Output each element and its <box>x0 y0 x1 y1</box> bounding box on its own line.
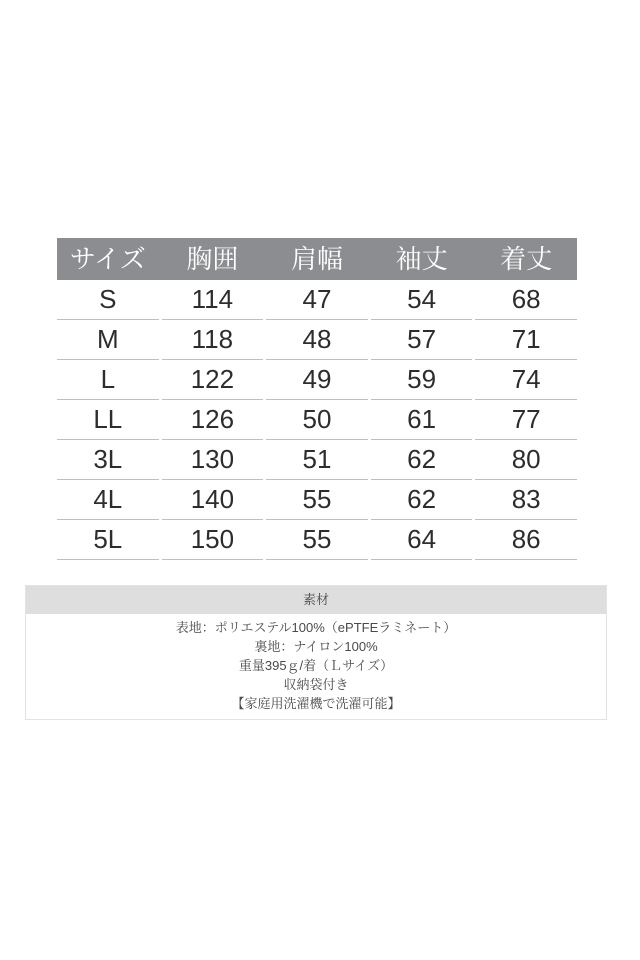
table-cell: 118 <box>162 320 264 360</box>
table-cell: 86 <box>475 520 577 560</box>
table-cell: 114 <box>162 280 264 320</box>
table-cell: 140 <box>162 480 264 520</box>
table-row <box>57 320 577 360</box>
table-cell: 4L <box>57 480 159 520</box>
table-cell: 122 <box>162 360 264 400</box>
table-cell: 3L <box>57 440 159 480</box>
table-row <box>57 400 577 440</box>
table-cell: 55 <box>266 480 368 520</box>
table-cell: 71 <box>475 320 577 360</box>
table-cell: 74 <box>475 360 577 400</box>
table-cell: 68 <box>475 280 577 320</box>
table-cell: 47 <box>266 280 368 320</box>
material-detail-line: 【家庭用洗濯機で洗濯可能】 <box>231 696 401 711</box>
column-header: サイズ <box>69 244 146 274</box>
material-info-box <box>25 585 607 720</box>
size-table-body <box>57 280 577 560</box>
table-cell: 150 <box>162 520 264 560</box>
material-detail-line: 表地：ポリエステル100%（ePTFEラミネート） <box>175 620 457 635</box>
table-cell: 48 <box>266 320 368 360</box>
table-cell: 83 <box>475 480 577 520</box>
table-cell: 59 <box>371 360 473 400</box>
table-row <box>57 280 577 320</box>
column-header: 袖丈 <box>395 244 448 274</box>
table-cell: 80 <box>475 440 577 480</box>
table-cell: 55 <box>266 520 368 560</box>
table-cell: 54 <box>371 280 473 320</box>
table-cell: 5L <box>57 520 159 560</box>
column-header: 肩幅 <box>290 244 343 274</box>
table-cell: 62 <box>371 480 473 520</box>
table-cell: 50 <box>266 400 368 440</box>
table-cell: 130 <box>162 440 264 480</box>
table-cell: L <box>57 360 159 400</box>
table-cell: 57 <box>371 320 473 360</box>
column-header: 着丈 <box>500 244 553 274</box>
material-section-title: 素材 <box>26 586 606 614</box>
material-detail-list <box>26 614 606 719</box>
column-header: 胸囲 <box>186 244 239 274</box>
table-cell: 64 <box>371 520 473 560</box>
table-cell: 62 <box>371 440 473 480</box>
material-detail-line: 収納袋付き <box>283 677 349 692</box>
table-cell: LL <box>57 400 159 440</box>
table-cell: 77 <box>475 400 577 440</box>
table-row <box>57 520 577 560</box>
material-detail-line: 裏地：ナイロン100% <box>254 639 378 654</box>
table-cell: M <box>57 320 159 360</box>
table-row <box>57 360 577 400</box>
table-cell: 126 <box>162 400 264 440</box>
material-detail-line: 重量395ｇ/着（Ｌサイズ） <box>238 658 394 673</box>
table-cell: 61 <box>371 400 473 440</box>
table-cell: 49 <box>266 360 368 400</box>
table-row <box>57 480 577 520</box>
table-row <box>57 440 577 480</box>
table-cell: 51 <box>266 440 368 480</box>
size-spec-table <box>57 238 577 560</box>
size-table-header-row <box>57 238 577 280</box>
table-cell: S <box>57 280 159 320</box>
